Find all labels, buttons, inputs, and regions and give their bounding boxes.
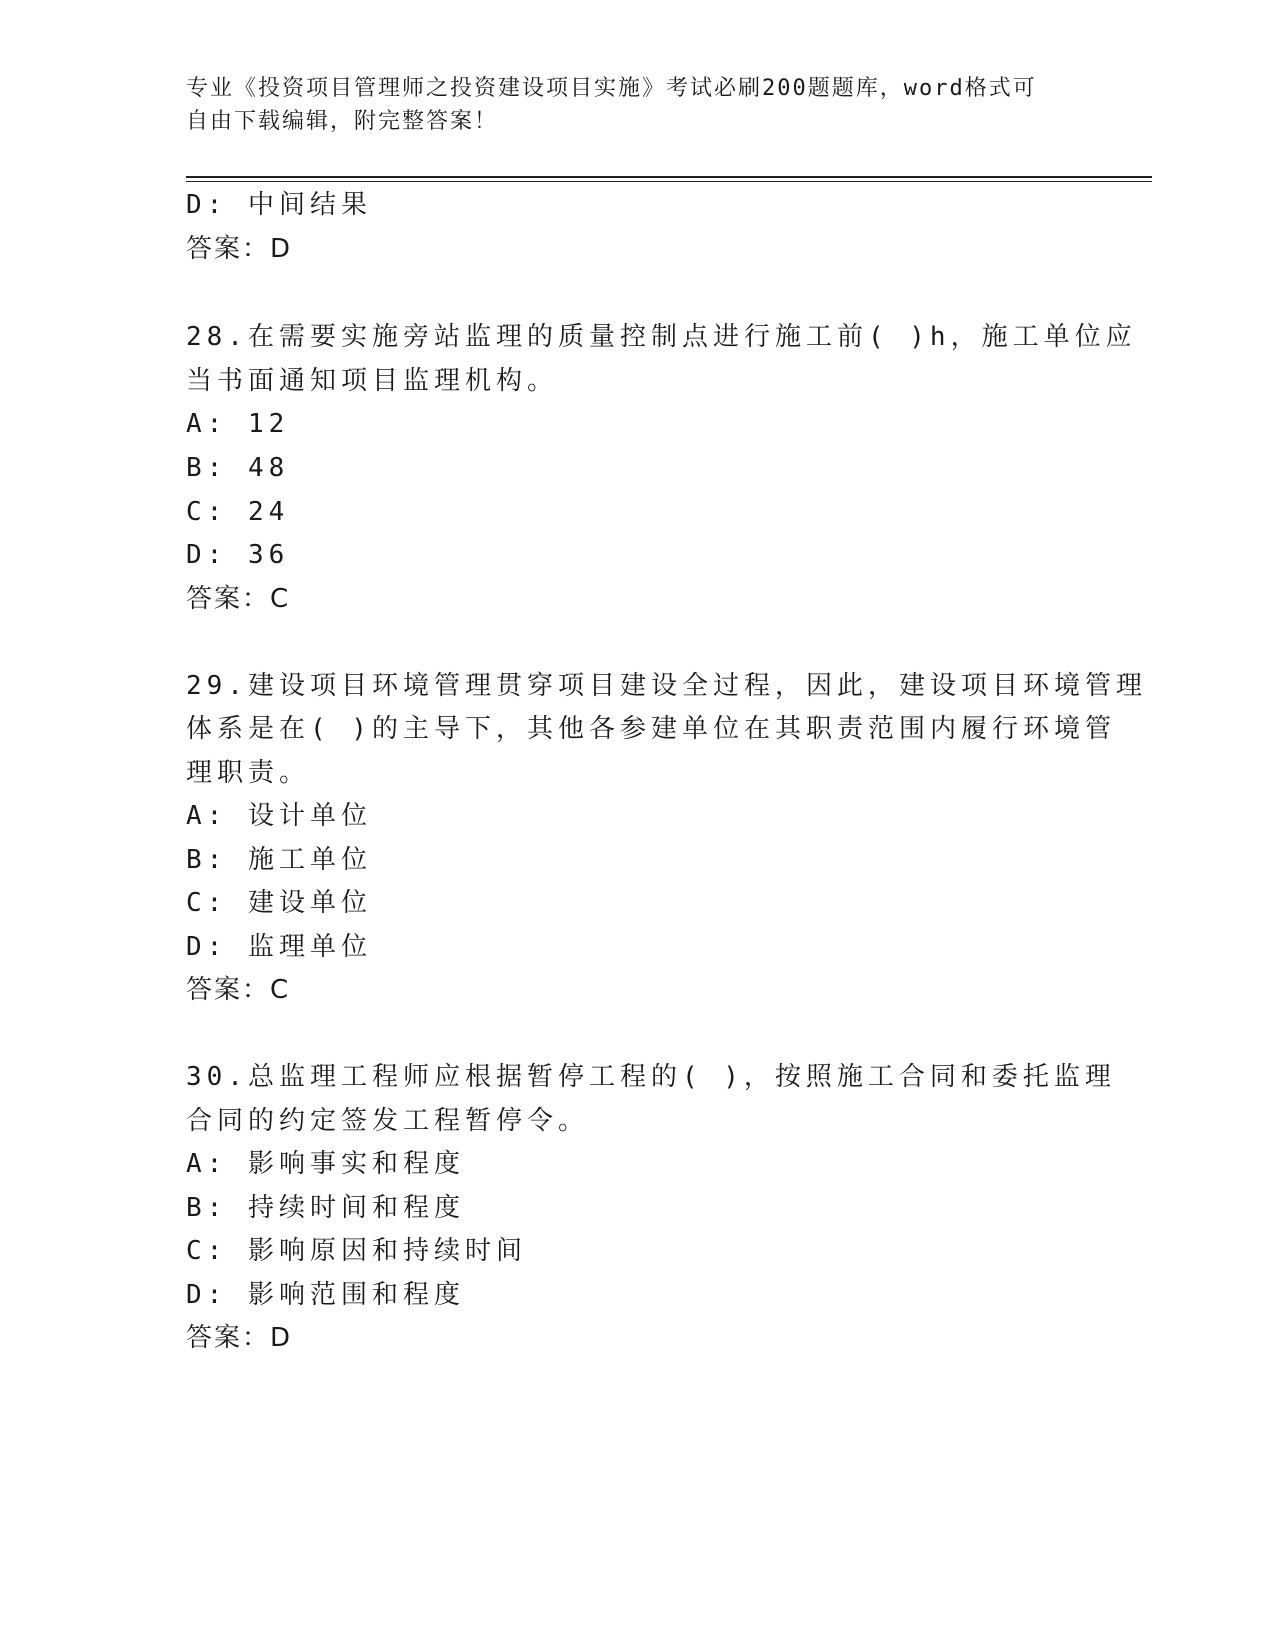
option-d: D: 监理单位 bbox=[186, 932, 372, 962]
option-d: D: 影响范围和程度 bbox=[186, 1280, 465, 1310]
option-a: A: 12 bbox=[186, 409, 290, 439]
option-c: C: 建设单位 bbox=[186, 888, 372, 918]
question-stem-line: 体系是在( )的主导下，其他各参建单位在其职责范围内履行环境管 bbox=[186, 714, 1116, 744]
option-b: B: 持续时间和程度 bbox=[186, 1193, 465, 1223]
answer: 答案：C bbox=[186, 975, 291, 1005]
option-d: D: 36 bbox=[186, 540, 290, 570]
header-line-1: 专业《投资项目管理师之投资建设项目实施》考试必刷200题题库，word格式可 bbox=[186, 76, 1037, 101]
prev-answer: 答案：D bbox=[186, 234, 293, 264]
option-b: B: 施工单位 bbox=[186, 845, 372, 875]
option-c: C: 影响原因和持续时间 bbox=[186, 1236, 527, 1266]
answer: 答案：C bbox=[186, 584, 291, 614]
question-stem-line: 当书面通知项目监理机构。 bbox=[186, 366, 559, 396]
option-a: A: 设计单位 bbox=[186, 801, 372, 831]
question-stem-line: 28.在需要实施旁站监理的质量控制点进行施工前( )h，施工单位应 bbox=[186, 322, 1137, 352]
question-stem-line: 30.总监理工程师应根据暂停工程的( )，按照施工合同和委托监理 bbox=[186, 1062, 1116, 1092]
question-stem-line: 理职责。 bbox=[186, 758, 311, 788]
question-stem-line: 合同的约定签发工程暂停令。 bbox=[186, 1106, 590, 1136]
header-line-2: 自由下载编辑，附完整答案！ bbox=[186, 109, 499, 134]
header-rule-thin bbox=[186, 181, 1152, 182]
answer: 答案：D bbox=[186, 1323, 293, 1353]
option-a: A: 影响事实和程度 bbox=[186, 1149, 465, 1179]
prev-option-d: D: 中间结果 bbox=[186, 190, 372, 220]
option-c: C: 24 bbox=[186, 497, 290, 527]
header-rule-thick bbox=[186, 176, 1152, 178]
document-header bbox=[186, 72, 1086, 138]
option-b: B: 48 bbox=[186, 453, 290, 483]
question-stem-line: 29.建设项目环境管理贯穿项目建设全过程，因此，建设项目环境管理 bbox=[186, 671, 1147, 701]
